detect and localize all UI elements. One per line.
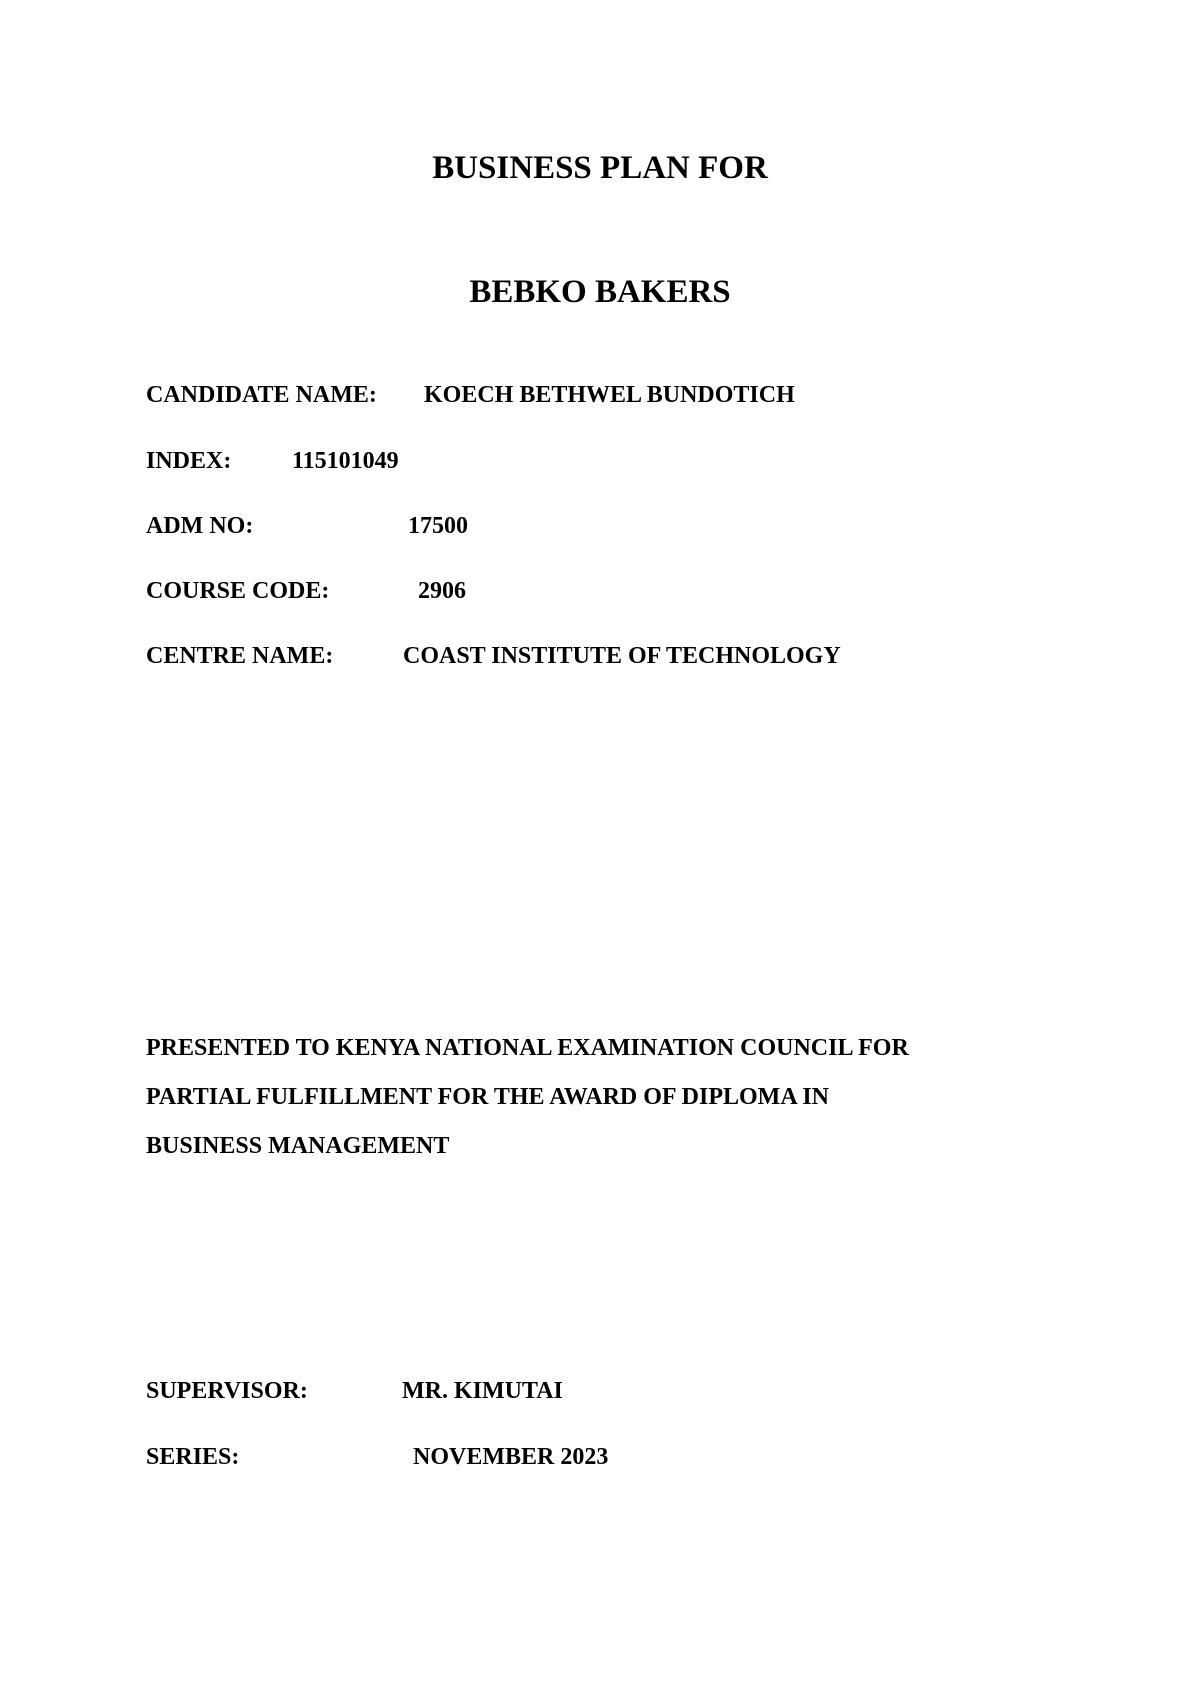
series-label: SERIES: (146, 1444, 240, 1470)
index-value: 115101049 (292, 448, 399, 474)
adm-no-value: 17500 (408, 513, 468, 539)
series-value: NOVEMBER 2023 (413, 1444, 609, 1470)
candidate-name-label: CANDIDATE NAME: (146, 382, 377, 408)
course-code-value: 2906 (418, 578, 466, 604)
presented-line-1: PRESENTED TO KENYA NATIONAL EXAMINATION COUNCIL FOR (146, 1035, 909, 1061)
business-name: BEBKO BAKERS (469, 274, 731, 310)
adm-no-label: ADM NO: (146, 513, 254, 539)
document-title: BUSINESS PLAN FOR (432, 150, 768, 186)
course-code-label: COURSE CODE: (146, 578, 330, 604)
presented-line-2: PARTIAL FULFILLMENT FOR THE AWARD OF DIPLOMA IN (146, 1084, 830, 1110)
supervisor-label: SUPERVISOR: (146, 1378, 308, 1404)
index-label: INDEX: (146, 448, 232, 474)
supervisor-value: MR. KIMUTAI (402, 1378, 563, 1404)
centre-name-value: COAST INSTITUTE OF TECHNOLOGY (403, 643, 841, 669)
centre-name-label: CENTRE NAME: (146, 643, 334, 669)
candidate-name-value: KOECH BETHWEL BUNDOTICH (424, 382, 795, 408)
presented-line-3: BUSINESS MANAGEMENT (146, 1133, 450, 1159)
